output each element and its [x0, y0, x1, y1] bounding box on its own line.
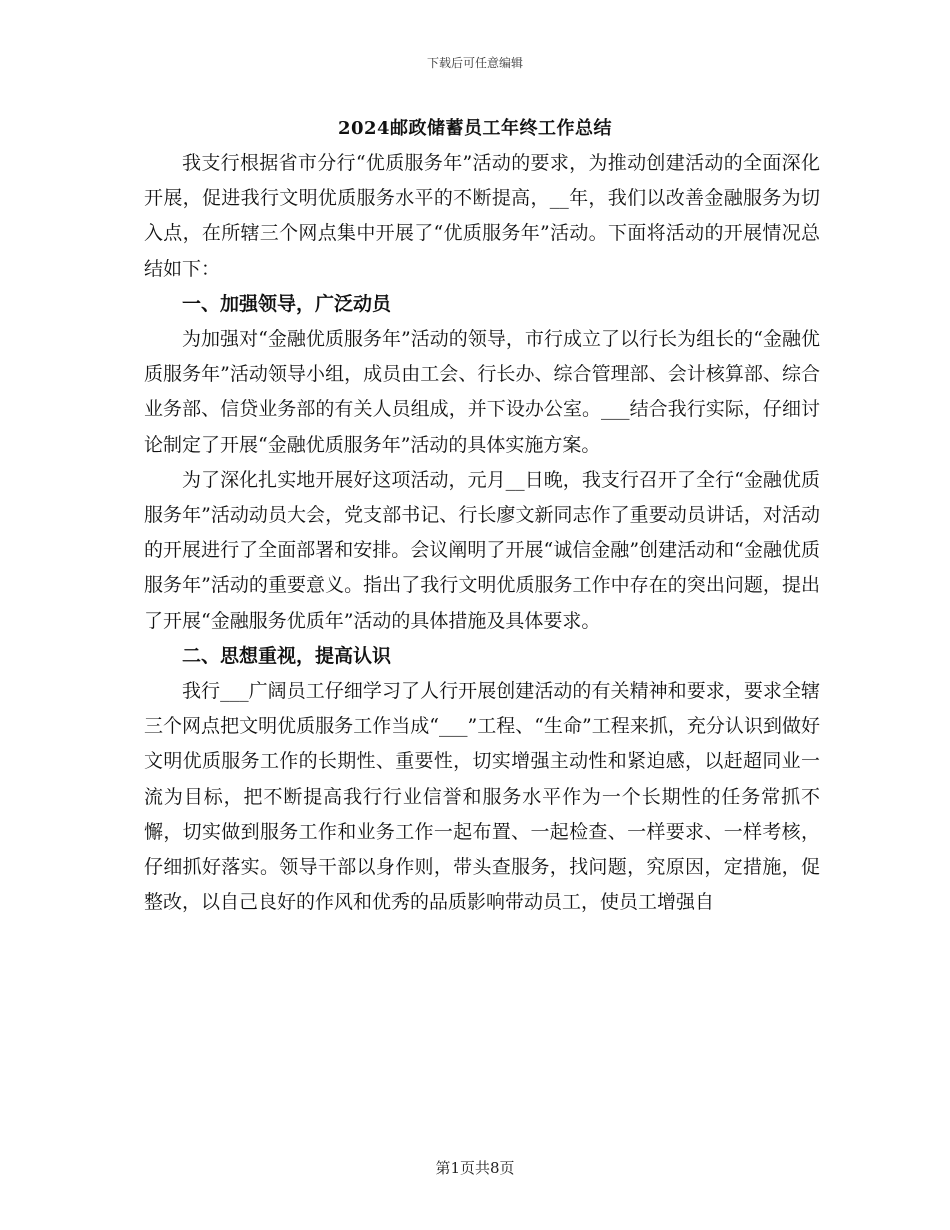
paragraph-awareness: 我行___广阔员工仔细学习了人行开展创建活动的有关精神和要求，要求全辖三个网点把文明优质服务工作当成“___”工程、“生命”工程来抓，充分认识到做好文明优质服务工作的长期性、重要性，切实增强主动性和紧迫感，以赶超同业一流为目标，把不断提高我行行业信誉和服务水平作为一个长期性的任务常抓不懈，切实做到服务工作和业务工作一起布置、一起检查、一样要求、一样考核，仔细抓好落实。领导干部以身作则，带头查服务，找问题，究原因，定措施，促整改，以自己良好的作风和优秀的品质影响带动员工，使员工增强自: [144, 680, 820, 914]
header-note: 下载后可任意编辑: [426, 56, 523, 70]
document-title: 2024邮政储蓄员工年终工作总结: [337, 118, 613, 139]
section-heading-1: 一、加强领导，广泛动员: [182, 292, 392, 315]
page-footer: 第1页共8页: [435, 1159, 515, 1177]
paragraph-intro: 我支行根据省市分行“优质服务年”活动的要求，为推动创建活动的全面深化开展，促进我行文明优质服务水平的不断提高，__年，我们以改善金融服务为切入点，在所辖三个网点集中开展了“优质服务年”活动。下面将活动的开展情况总结如下：: [144, 152, 820, 280]
paragraph-leadership: 为加强对“金融优质服务年”活动的领导，市行成立了以行长为组长的“金融优质服务年”活动领导小组，成员由工会、行长办、综合管理部、会计核算部、综合业务部、信贷业务部的有关人员组成，并下设办公室。___结合我行实际，仔细讨论制定了开展“金融优质服务年”活动的具体实施方案。: [144, 328, 820, 456]
document-body: [144, 146, 820, 920]
paragraph-mobilization: 为了深化扎实地开展好这项活动，元月__日晚，我支行召开了全行“金融优质服务年”活动动员大会，党支部书记、行长廖文新同志作了重要动员讲话，对活动的开展进行了全面部署和安排。会议阐明了开展“诚信金融”创建活动和“金融优质服务年”活动的重要意义。指出了我行文明优质服务工作中存在的突出问题，提出了开展“金融服务优质年”活动的具体措施及具体要求。: [144, 468, 820, 632]
section-heading-2: 二、思想重视，提高认识: [182, 644, 392, 667]
